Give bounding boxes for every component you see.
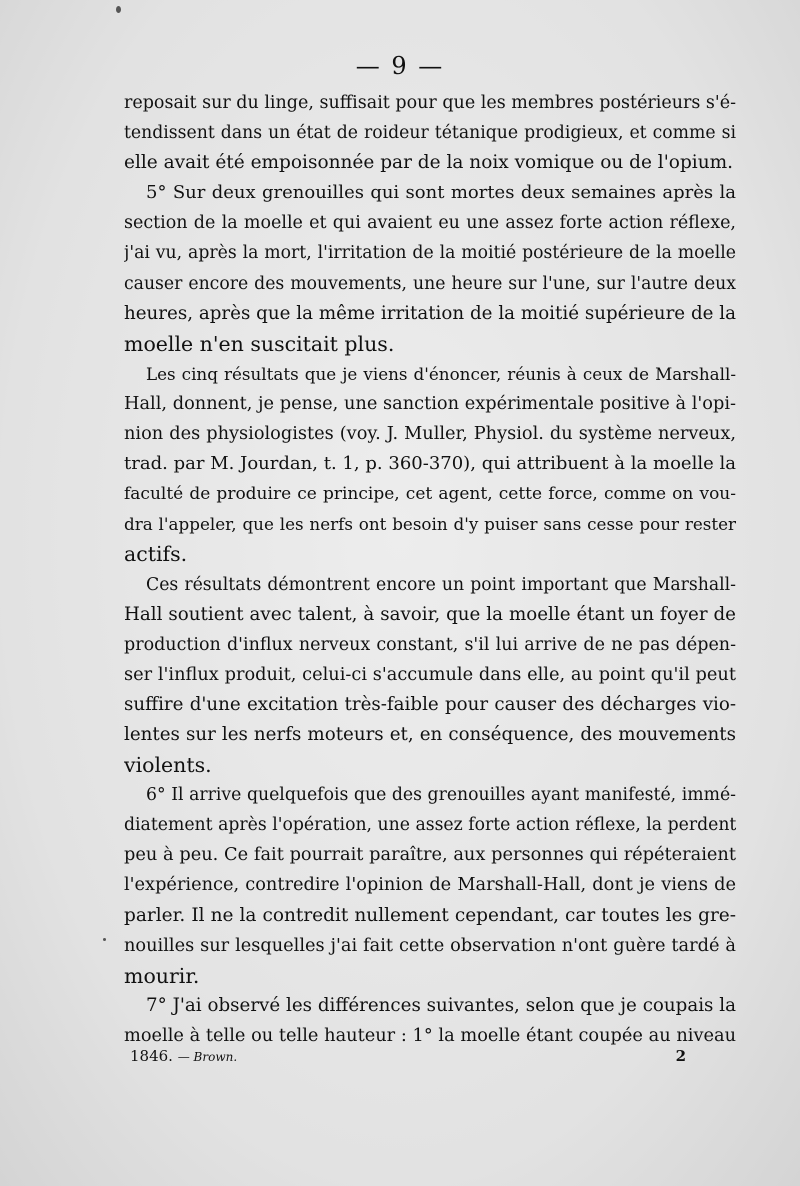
- text-line: section de la moelle et qui avaient eu une assez forte action réflexe,: [124, 213, 736, 234]
- text-line: trad. par M. Jourdan, t. 1, p. 360-370), qui attribuent à la moelle la: [124, 453, 736, 475]
- text-line: peu à peu. Ce fait pourrait paraître, aux personnes qui répéteraient: [124, 845, 736, 866]
- ink-speck: [116, 6, 121, 13]
- text-line: Ces résultats démontrent encore un point important que Marshall-: [146, 574, 736, 595]
- text-line: suffire d'une excitation très-faible pour causer des décharges vio-: [124, 693, 736, 715]
- text-line: causer encore des mouvements, une heure sur l'une, sur l'autre deux: [124, 273, 736, 294]
- text-line: mourir.: [124, 963, 200, 988]
- text-line: nouilles sur lesquelles j'ai fait cette observation n'ont guère tardé à: [124, 935, 736, 956]
- text-line: production d'influx nerveux constant, s'il lui arrive de ne pas dépen-: [124, 634, 736, 655]
- text-line: faculté de produire ce principe, cet agent, cette force, comme on vou-: [124, 484, 736, 505]
- sheet-number: 2: [675, 1047, 686, 1065]
- text-line: ser l'influx produit, celui-ci s'accumule dans elle, au point qu'il peut: [124, 664, 736, 685]
- printer-signature: [130, 1046, 237, 1067]
- page-number: — 9 —: [355, 52, 445, 80]
- text-line: l'expérience, contredire l'opinion de Marshall-Hall, dont je viens de: [124, 875, 736, 896]
- text-line: diatement après l'opération, une assez forte action réflexe, la perdent: [124, 815, 736, 836]
- text-line: 7° J'ai observé les différences suivantes, selon que je coupais la: [146, 994, 736, 1016]
- text-line: Les cinq résultats que je viens d'énoncer, réunis à ceux de Marshall-: [146, 363, 736, 384]
- text-line: tendissent dans un état de roideur tétanique prodigieux, et comme si: [124, 123, 736, 144]
- text-line: j'ai vu, après la mort, l'irritation de la moitié postérieure de la moelle: [124, 243, 736, 264]
- text-line: actifs.: [124, 542, 188, 567]
- text-line: nion des physiologistes (voy. J. Muller, Physiol. du système nerveux,: [124, 424, 736, 445]
- ink-speck: [103, 938, 106, 941]
- text-line: elle avait été empoisonnée par de la noix vomique ou de l'opium.: [124, 152, 734, 174]
- text-line: 6° Il arrive quelquefois que des grenouilles ayant manifesté, immé-: [146, 785, 736, 806]
- text-line: Hall soutient avec talent, à savoir, que la moelle étant un foyer de: [124, 603, 736, 625]
- text-line: dra l'appeler, que les nerfs ont besoin d'y puiser sans cesse pour rester: [124, 514, 736, 535]
- text-line: 5° Sur deux grenouilles qui sont mortes deux semaines après la: [146, 182, 736, 204]
- text-line: Hall, donnent, je pense, une sanction expérimentale positive à l'opi-: [124, 393, 736, 414]
- text-line: moelle à telle ou telle hauteur : 1° la moelle étant coupée au niveau: [124, 1025, 736, 1046]
- text-line: reposait sur du linge, suffisait pour que les membres postérieurs s'é-: [124, 93, 736, 113]
- text-line: lentes sur les nerfs moteurs et, en conséquence, des mouvements: [124, 723, 736, 745]
- text-line: violents.: [124, 753, 212, 778]
- signature-name: — Brown.: [177, 1050, 238, 1064]
- body-text: [124, 88, 736, 1051]
- text-line: parler. Il ne la contredit nullement cependant, car toutes les gre-: [124, 904, 736, 926]
- text-line: moelle n'en suscitait plus.: [124, 331, 395, 356]
- signature-year: 1846.: [130, 1047, 173, 1065]
- text-line: heures, après que la même irritation de la moitié supérieure de la: [124, 302, 736, 324]
